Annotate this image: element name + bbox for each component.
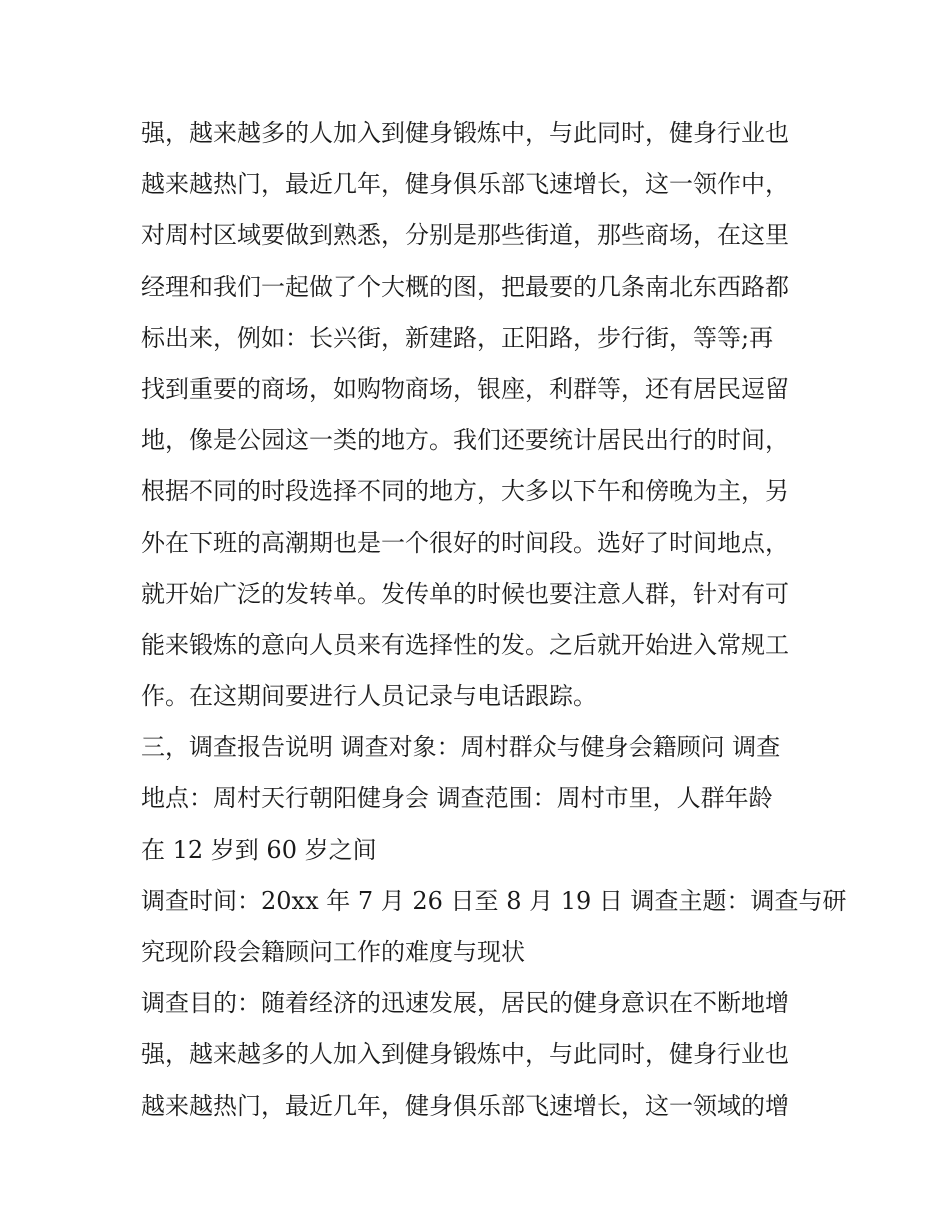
text-line: 根据不同的时段选择不同的地方，大多以下午和傍晚为主，另 [141, 477, 789, 506]
document-body [141, 108, 847, 1132]
text-line: 强，越来越多的人加入到健身锻炼中，与此同时，健身行业也 [141, 119, 789, 147]
section-heading-line: 三，调查报告说明 调查对象：周村群众与健身会籍顾问 调查 [141, 733, 781, 762]
text-line: 地点：周村天行朝阳健身会 调查范围：周村市里，人群年龄 [141, 784, 773, 813]
text-line: 作。在这期间要进行人员记录与电话跟踪。 [141, 682, 597, 711]
text-line: 调查时间：20xx 年 7 月 26 日至 8 月 19 日 调查主题：调查与研 [141, 886, 847, 915]
text-line: 究现阶段会籍顾问工作的难度与现状 [141, 938, 525, 966]
text-line: 地，像是公园这一类的地方。我们还要统计居民出行的时间， [141, 426, 789, 455]
text-line: 强，越来越多的人加入到健身锻炼中，与此同时，健身行业也 [141, 1040, 789, 1069]
text-line: 标出来，例如：长兴街，新建路，正阳路，步行街，等等;再 [141, 323, 774, 352]
text-line: 外在下班的高潮期也是一个很好的时间段。选好了时间地点， [141, 528, 789, 557]
text-line: 找到重要的商场，如购物商场，银座，利群等，还有居民逗留 [141, 374, 789, 403]
text-line: 在 12 岁到 60 岁之间 [141, 835, 377, 864]
text-line: 经理和我们一起做了个大概的图，把最要的几条南北东西路都 [141, 272, 789, 301]
text-line: 就开始广泛的发转单。发传单的时候也要注意人群，针对有可 [141, 579, 789, 608]
text-line: 对周村区域要做到熟悉，分别是那些街道，那些商场，在这里 [141, 221, 789, 250]
text-line: 调查目的：随着经济的迅速发展，居民的健身意识在不断地增 [141, 989, 789, 1018]
text-line: 能来锻炼的意向人员来有选择性的发。之后就开始进入常规工 [141, 630, 789, 659]
text-line: 越来越热门，最近几年，健身俱乐部飞速增长，这一领域的增 [141, 1091, 789, 1120]
text-line: 越来越热门，最近几年，健身俱乐部飞速增长，这一领作中， [141, 170, 789, 199]
